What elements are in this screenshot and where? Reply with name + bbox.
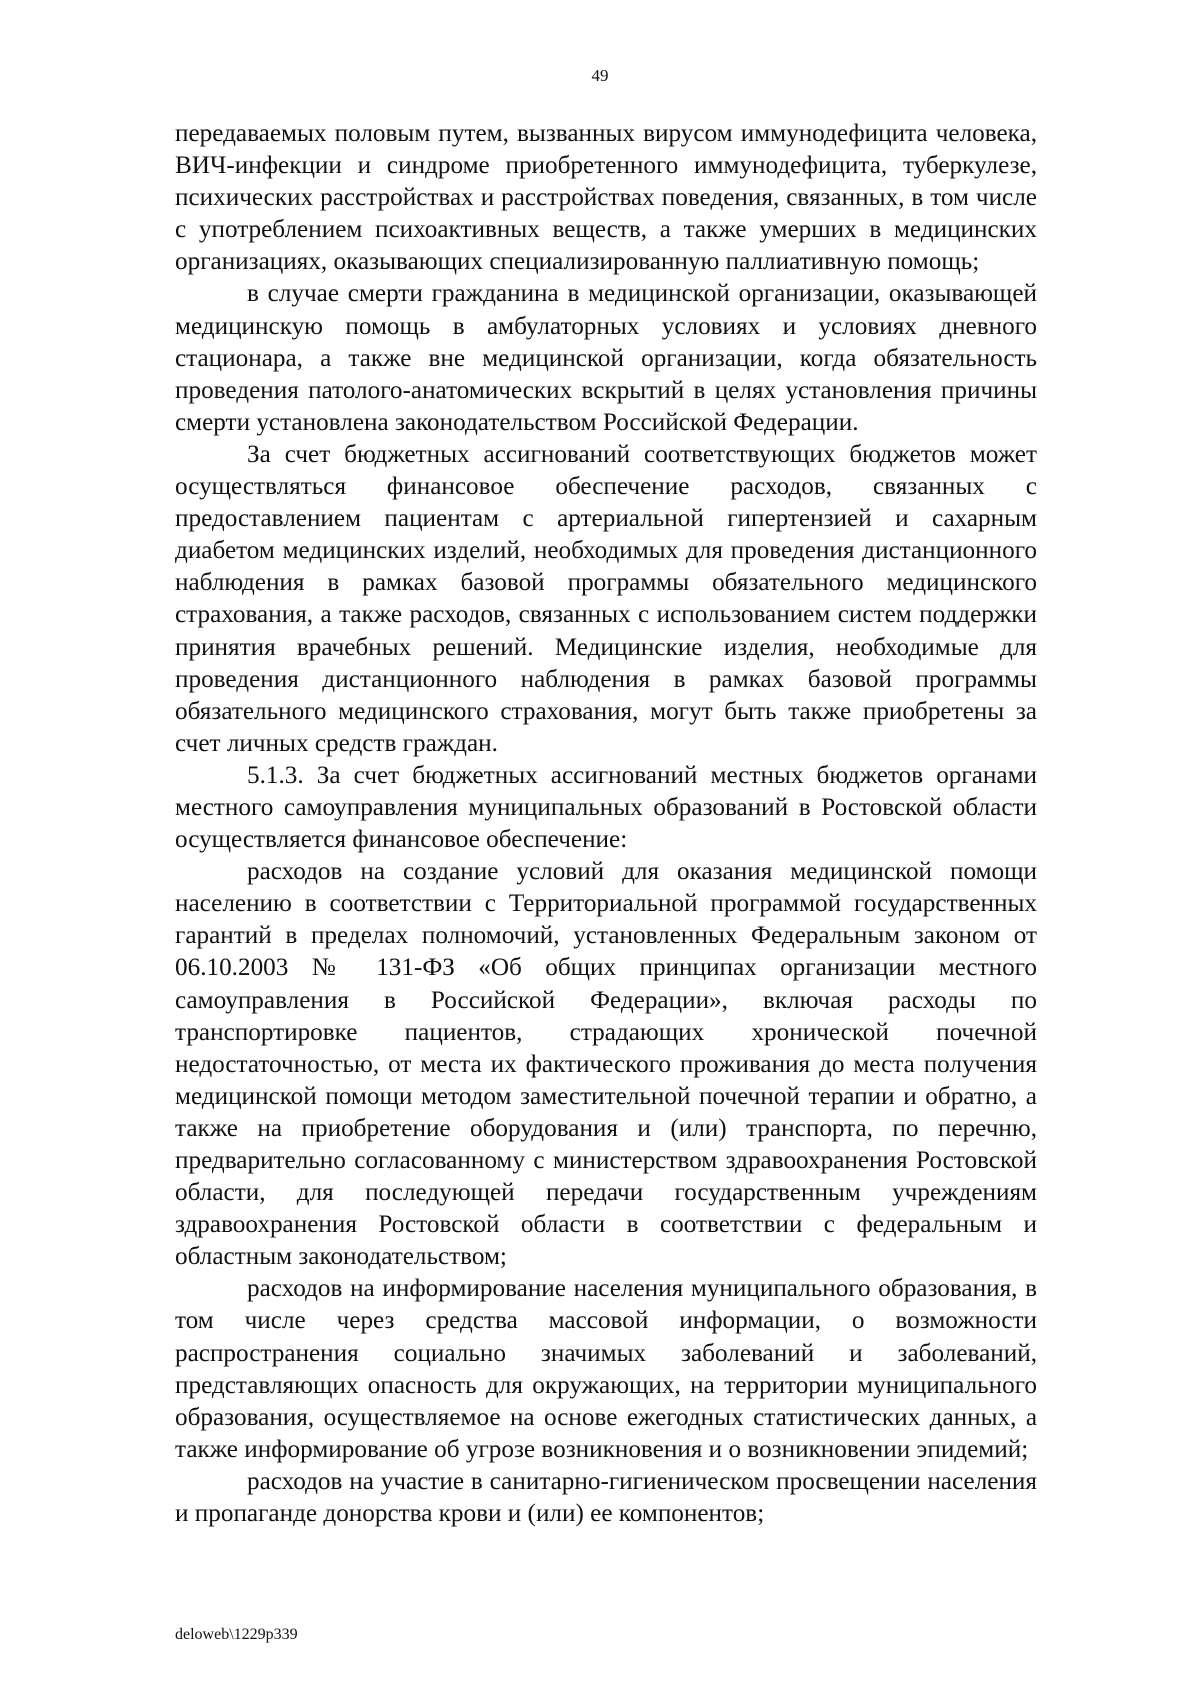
paragraph: За счет бюджетных ассигнований соответствующих бюджетов может осуществляться финансовое обеспечение расходов, связанных с предоставлением пациентам с артериальной гипертензией и сахарным диабетом медицинских изделий, необходимых для проведения дистанционного наблюдения в рамках базовой программы обязательного медицинского страхования, а также расходов, связанных с использованием систем поддержки принятия врачебных решений. Медицинские изделия, необходимые для проведения дистанционного наблюдения в рамках базовой программы обязательного медицинского страхования, могут быть также приобретены за счет личных средств граждан. <box>175 440 1037 757</box>
paragraph: в случае смерти гражданина в медицинской организации, оказывающей медицинскую помощь в амбулаторных условиях и условиях дневного стационара, а также вне медицинской организации, когда обязательность проведения патолого-анатомических вскрытий в целях установления причины смерти установлена законодательством Российской Федерации. <box>175 280 1037 436</box>
paragraph: расходов на участие в санитарно-гигиеническом просвещении населения и пропаганде донорства крови и (или) ее компонентов; <box>175 1467 1037 1528</box>
page-number: 49 <box>591 66 609 85</box>
document-body <box>175 118 1037 1530</box>
paragraph: расходов на информирование населения муниципального образования, в том числе через средства массовой информации, о возможности распространения социально значимых заболеваний и заболеваний, представляющих опасность для окружающих, на территории муниципального образования, осуществляемое на основе ежегодных статистических данных, а также информирование об угрозе возникновения и о возникновении эпидемий; <box>175 1275 1037 1463</box>
document-code: deloweb\1229p339 <box>175 1626 298 1643</box>
paragraph: 5.1.3. За счет бюджетных ассигнований местных бюджетов органами местного самоуправления муниципальных образований в Ростовской области осуществляется финансовое обеспечение: <box>175 761 1037 854</box>
paragraph: расходов на создание условий для оказания медицинской помощи населению в соответствии с Территориальной программой государственных гарантий в пределах полномочий, установленных Федеральным законом от 06.10.2003 № 131-ФЗ «Об общих принципах организации местного самоуправления в Российской Федерации», включая расходы по транспортировке пациентов, страдающих хронической почечной недостаточностью, от места их фактического проживания до места получения медицинской помощи методом заместительной почечной терапии и обратно, а также на приобретение оборудования и (или) транспорта, по перечню, предварительно согласованному с министерством здравоохранения Ростовской области, для последующей передачи государственным учреждениям здравоохранения Ростовской области в соответствии с федеральным и областным законодательством; <box>175 858 1037 1271</box>
paragraph: передаваемых половым путем, вызванных вирусом иммунодефицита человека, ВИЧ-инфекции и синдроме приобретенного иммунодефицита, туберкулезе, психических расстройствах и расстройствах поведения, связанных, в том числе с употреблением психоактивных веществ, а также умерших в медицинских организациях, оказывающих специализированную паллиативную помощь; <box>175 120 1037 276</box>
